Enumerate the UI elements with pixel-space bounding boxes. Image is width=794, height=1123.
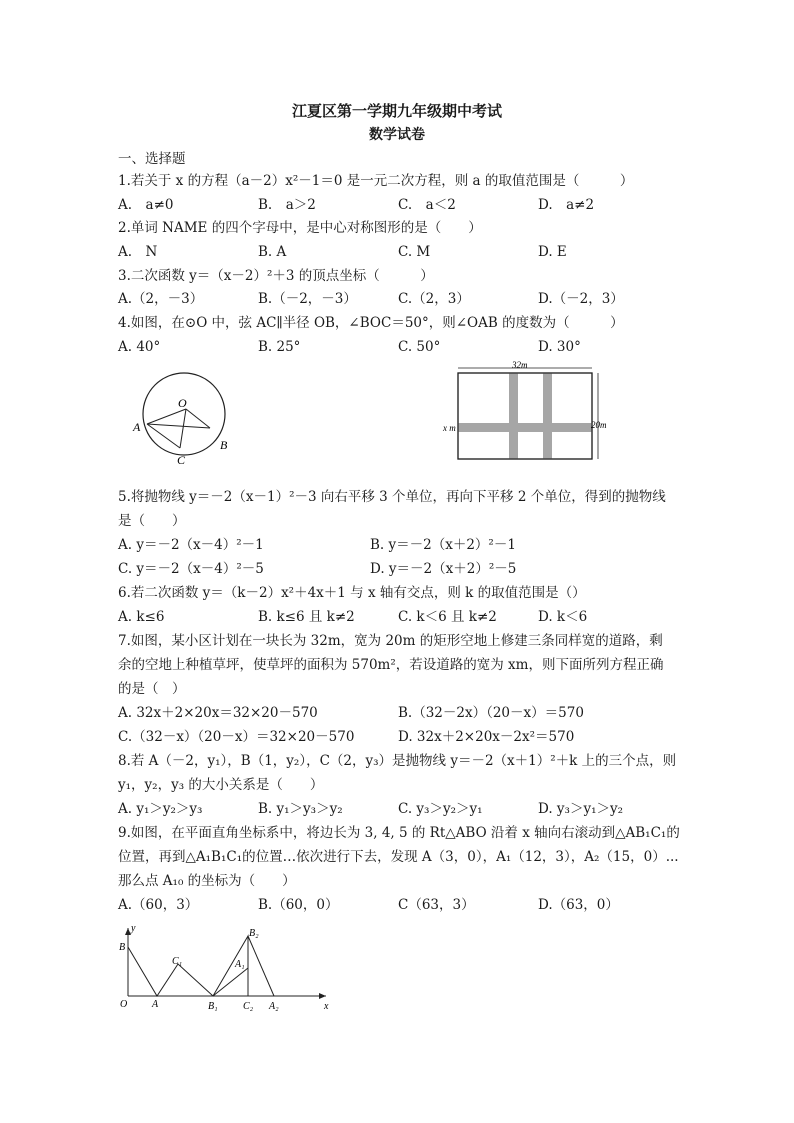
- question-7-option-d: D. 32x＋2×20x－2x²＝570: [398, 729, 575, 745]
- question-3-option-b: B.（－2，－3）: [258, 291, 357, 307]
- label-c2: C₂: [243, 1001, 254, 1012]
- question-3-stem: 3.二次函数 y＝（x－2）²＋3 的顶点坐标（ ）: [118, 268, 434, 284]
- question-5-stem-line-1: 5.将抛物线 y＝－2（x－1）²－3 向右平移 3 个单位，再向下平移 2 个单位，得到的抛物线: [118, 489, 666, 505]
- question-9-option-b: B.（60，0）: [258, 897, 339, 913]
- question-6-option-c: C. k＜6 且 k≠2: [398, 609, 497, 625]
- road-width-label: x m: [443, 423, 456, 433]
- label-b2: B₂: [249, 928, 259, 939]
- question-3-option-a: A.（2，－3）: [118, 291, 204, 307]
- question-7-option-c: C.（32－x）（20－x）＝32×20－570: [118, 729, 355, 745]
- question-5-option-a: A. y＝－2（x－4）²－1: [118, 537, 264, 553]
- question-8-option-d: D. y₃＞y₁＞y₂: [538, 801, 624, 817]
- question-2-option-a: A. N: [118, 244, 158, 260]
- question-6-option-b: B. k≤6 且 k≠2: [258, 609, 355, 625]
- question-2-option-c: C. M: [398, 244, 431, 260]
- exam-subtitle: 数学试卷: [369, 127, 425, 143]
- question-3-option-d: D.（－2，3）: [538, 291, 624, 307]
- label-o: O: [178, 396, 187, 410]
- question-9-stem-line-2: 位置，再到△A₁B₁C₁的位置…依次进行下去，发现 A（3，0），A₁（12，3），A₂（15，0）...: [118, 849, 679, 865]
- question-7-option-b: B.（32－2x）（20－x）＝570: [398, 705, 584, 721]
- section-heading: 一、选择题: [118, 151, 186, 167]
- question-5-option-b: B. y＝－2（x＋2）²－1: [370, 537, 516, 553]
- question-1-stem: 1.若关于 x 的方程（a－2）x²－1＝0 是一元二次方程，则 a 的取值范围是（ ）: [118, 173, 634, 189]
- question-6-option-d: D. k＜6: [538, 609, 588, 625]
- label-origin: O: [120, 999, 128, 1010]
- question-4-option-c: C. 50°: [398, 339, 441, 355]
- road-rectangle-figure: [440, 358, 620, 464]
- question-6-option-a: A. k≤6: [118, 609, 165, 625]
- question-2-option-b: B. A: [258, 244, 287, 260]
- label-a: A: [133, 420, 141, 434]
- question-1-option-d: D. a≠2: [538, 197, 595, 213]
- label-a2: A₂: [269, 1001, 279, 1012]
- label-a1: A₁: [235, 959, 245, 970]
- question-2-option-d: D. E: [538, 244, 567, 260]
- question-7-stem-line-2: 余的空地上种植草坪，使草坪的面积为 570m²，若设道路的宽为 xm，则下面所列方程正确: [118, 657, 664, 673]
- question-5-option-c: C. y＝－2（x－4）²－5: [118, 561, 264, 577]
- question-9-option-c: C（63，3）: [398, 897, 475, 913]
- label-b: B: [119, 942, 126, 953]
- question-9-stem-line-1: 9.如图，在平面直角坐标系中，将边长为 3, 4, 5 的 Rt△ABO 沿着 x 轴向右滚动到△AB₁C₁的: [118, 825, 680, 841]
- question-4-option-d: D. 30°: [538, 339, 581, 355]
- question-1-option-b: B. a＞2: [258, 197, 316, 213]
- question-6-stem: 6.若二次函数 y＝（k－2）x²＋4x＋1 与 x 轴有交点，则 k 的取值范围是（）: [118, 585, 586, 601]
- circle-figure: [128, 360, 248, 470]
- question-8-stem-line-1: 8.若 A（－2，y₁），B（1，y₂），C（2，y₃）是抛物线 y＝－2（x＋1）²＋k 上的三个点，则: [118, 753, 677, 769]
- question-8-option-a: A. y₁＞y₂＞y₃: [118, 801, 203, 817]
- question-7-option-a: A. 32x＋2×20x＝32×20－570: [118, 705, 318, 721]
- length-label: 32m: [512, 360, 528, 370]
- question-5-stem-line-2: 是（ ）: [118, 513, 186, 529]
- question-9-option-d: D.（63，0）: [538, 897, 619, 913]
- label-b: B: [220, 438, 228, 452]
- label-c: C: [177, 453, 186, 467]
- label-b1: B₁: [208, 1001, 218, 1012]
- question-7-stem-line-1: 7.如图，某小区计划在一块长为 32m，宽为 20m 的矩形空地上修建三条同样宽的道路，剩: [118, 633, 663, 649]
- question-3-option-c: C.（2，3）: [398, 291, 470, 307]
- question-4-option-a: A. 40°: [118, 339, 161, 355]
- question-1-option-c: C. a＜2: [398, 197, 456, 213]
- question-8-stem-line-2: y₁，y₂，y₃ 的大小关系是（ ）: [118, 777, 324, 793]
- label-a: A: [152, 999, 159, 1010]
- question-1-option-a: A. a≠0: [118, 197, 174, 213]
- rolling-triangle-figure: [112, 920, 344, 1020]
- width-label: 20m: [591, 420, 607, 430]
- axis-y-label: y: [131, 923, 136, 934]
- question-9-stem-line-3: 那么点 A₁₀ 的坐标为（ ）: [118, 873, 296, 889]
- exam-title: 江夏区第一学期九年级期中考试: [291, 102, 502, 120]
- question-2-stem: 2.单词 NAME 的四个字母中，是中心对称图形的是（ ）: [118, 220, 482, 236]
- question-4-option-b: B. 25°: [258, 339, 301, 355]
- label-c1: C₁: [172, 956, 183, 967]
- question-9-option-a: A.（60，3）: [118, 897, 199, 913]
- axis-x-label: x: [324, 1001, 329, 1012]
- question-5-option-d: D. y＝－2（x＋2）²－5: [370, 561, 517, 577]
- question-4-stem: 4.如图，在⊙O 中，弦 AC∥半径 OB，∠BOC＝50°，则∠OAB 的度数为（ ）: [118, 315, 624, 331]
- question-8-option-b: B. y₁＞y₃＞y₂: [258, 801, 343, 817]
- question-8-option-c: C. y₃＞y₂＞y₁: [398, 801, 483, 817]
- question-7-stem-line-3: 的是（ ）: [118, 681, 186, 697]
